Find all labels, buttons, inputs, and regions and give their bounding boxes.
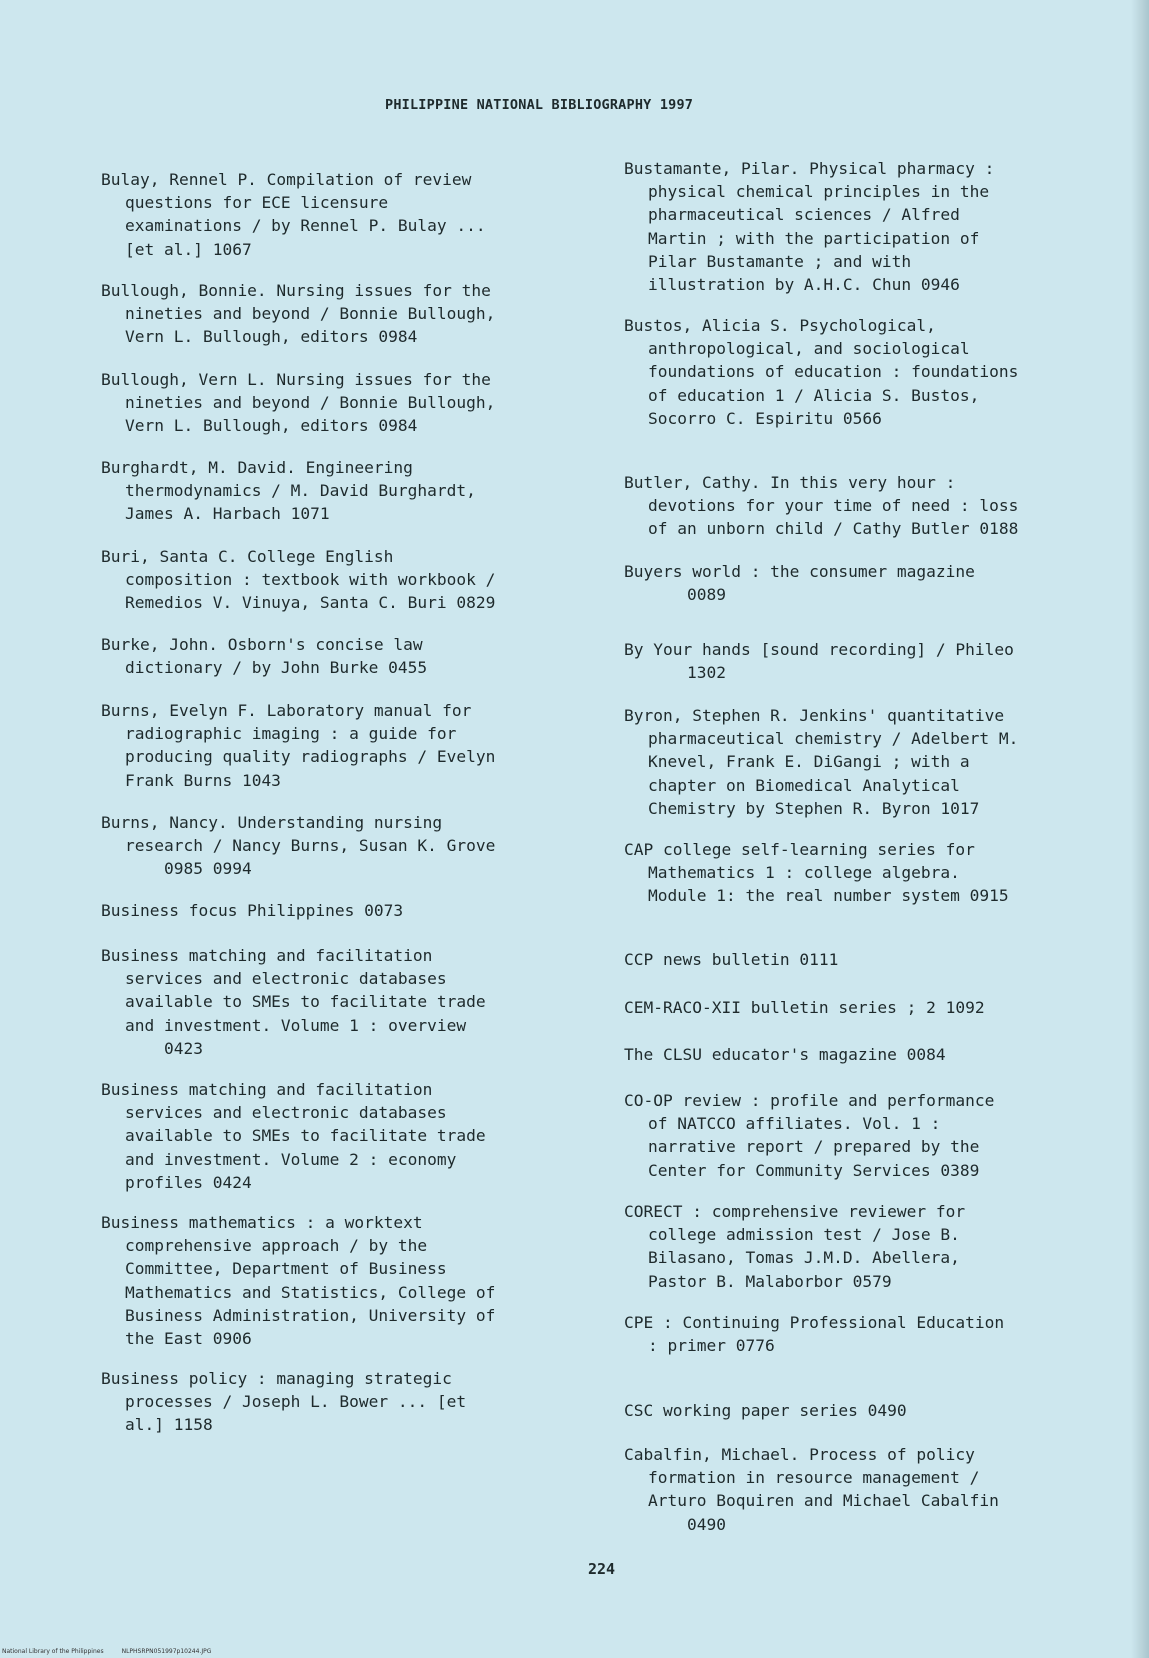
bibliography-entry: Bustamante, Pilar. Physical pharmacy : physical chemical principles in the pharmaceutical sciences / Alfred Martin ; with the participation of Pilar Bustamante ; and with illustration by A.H.C. Chun 0946 xyxy=(624,159,995,295)
bibliography-entry: CSC working paper series 0490 xyxy=(624,1401,907,1420)
bibliography-entry: Byron, Stephen R. Jenkins' quantitative pharmaceutical chemistry / Adelbert M. Knevel, Frank E. DiGangi ; with a chapter on Biomedical Analytical Chemistry by Stephen R. Byron 1017 xyxy=(624,706,1019,818)
bibliography-entry: Business matching and facilitation services and electronic databases available to SMEs to facilitate trade and investment. Volume 2 : economy profiles 0424 xyxy=(101,1080,486,1192)
bibliography-entry: Burns, Evelyn F. Laboratory manual for radiographic imaging : a guide for producing quality radiographs / Evelyn Frank Burns 1043 xyxy=(101,701,496,790)
bibliography-entry: Business matching and facilitation services and electronic databases available to SMEs to facilitate trade and investment. Volume 1 : overview 0423 xyxy=(101,946,486,1058)
page-title: PHILIPPINE NATIONAL BIBLIOGRAPHY 1997 xyxy=(385,97,694,113)
bibliography-entry: CORECT : comprehensive reviewer for college admission test / Jose B. Bilasano, Tomas J.M.D. Abellera, Pastor B. Malaborbor 0579 xyxy=(624,1202,966,1291)
bibliography-entry: Bullough, Vern L. Nursing issues for the nineties and beyond / Bonnie Bullough, Vern L. Bullough, editors 0984 xyxy=(101,370,496,436)
bibliography-entry: Buyers world : the consumer magazine 0089 xyxy=(624,562,975,605)
bibliography-entry: CPE : Continuing Professional Education : primer 0776 xyxy=(624,1313,1005,1356)
bibliography-entry: CAP college self-learning series for Mathematics 1 : college algebra. Module 1: the real number system 0915 xyxy=(624,840,1009,906)
footer-library: National Library of the Philippines xyxy=(2,1648,104,1655)
bibliography-entry: Bustos, Alicia S. Psychological, anthropological, and sociological foundations of education : foundations of education 1 / Alicia S. Bustos, Socorro C. Espiritu 0566 xyxy=(624,316,1019,428)
bibliography-entry: Burghardt, M. David. Engineering thermodynamics / M. David Burghardt, James A. Harbach 1071 xyxy=(101,458,476,524)
bibliography-entry: The CLSU educator's magazine 0084 xyxy=(624,1045,946,1064)
bibliography-entry: Business policy : managing strategic processes / Joseph L. Bower ... [et al.] 1158 xyxy=(101,1369,467,1435)
bibliography-entry: Burke, John. Osborn's concise law dictionary / by John Burke 0455 xyxy=(101,635,428,678)
bibliography-entry: Business focus Philippines 0073 xyxy=(101,901,404,920)
bibliography-entry: CCP news bulletin 0111 xyxy=(624,950,839,969)
bibliography-entry: Buri, Santa C. College English composition : textbook with workbook / Remedios V. Vinuya, Santa C. Buri 0829 xyxy=(101,547,496,613)
page-number: 224 xyxy=(588,1560,616,1578)
bibliography-entry: Bullough, Bonnie. Nursing issues for the nineties and beyond / Bonnie Bullough, Vern L. Bullough, editors 0984 xyxy=(101,281,496,347)
scan-footer xyxy=(2,1648,211,1655)
bibliography-entry: Bulay, Rennel P. Compilation of review questions for ECE licensure examinations / by Rennel P. Bulay ... [et al.] 1067 xyxy=(101,170,486,259)
footer-file: NLPHSRPN051997p10244.JPG xyxy=(121,1648,212,1655)
bibliography-entry: Cabalfin, Michael. Process of policy formation in resource management / Arturo Boquiren and Michael Cabalfin 0490 xyxy=(624,1445,999,1534)
bibliography-entry: CEM-RACO-XII bulletin series ; 2 1092 xyxy=(624,998,985,1017)
bibliography-entry: By Your hands [sound recording] / Phileo 1302 xyxy=(624,640,1014,683)
bibliography-entry: Butler, Cathy. In this very hour : devotions for your time of need : loss of an unborn child / Cathy Butler 0188 xyxy=(624,473,1019,539)
bibliography-entry: CO-OP review : profile and performance of NATCCO affiliates. Vol. 1 : narrative report / prepared by the Center for Community Services 0389 xyxy=(624,1091,995,1180)
bibliography-entry: Burns, Nancy. Understanding nursing research / Nancy Burns, Susan K. Grove 0985 0994 xyxy=(101,813,496,879)
bibliography-entry: Business mathematics : a worktext comprehensive approach / by the Committee, Department of Business Mathematics and Statistics, College of Business Administration, University of the East 0906 xyxy=(101,1213,496,1349)
